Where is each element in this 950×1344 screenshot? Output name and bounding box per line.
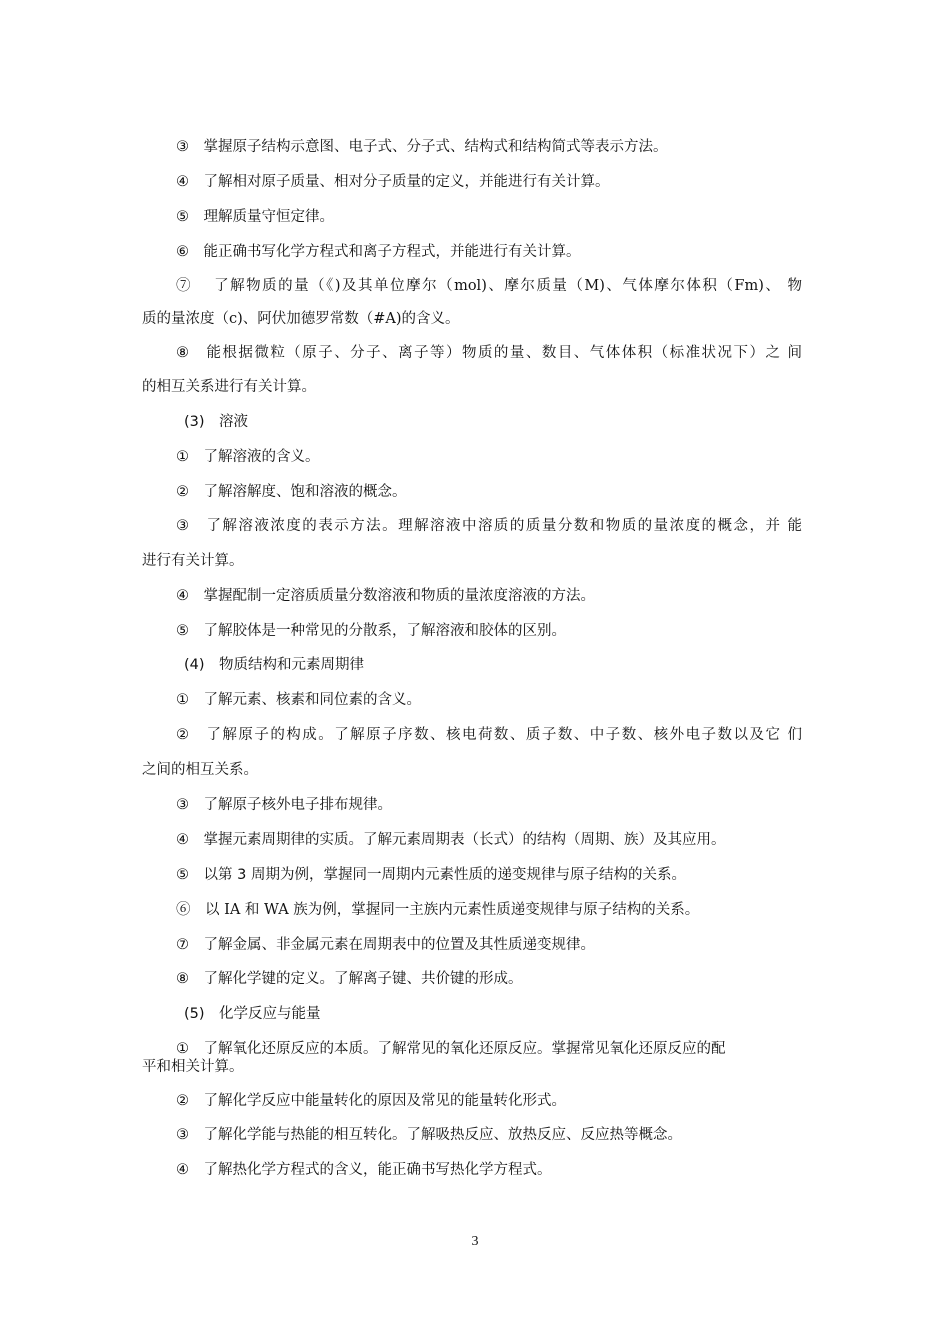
text-line: 平和相关计算。	[142, 1059, 244, 1075]
text-line: ① 了解氧化还原反应的本质。了解常见的氧化还原反应。掌握常见氧化还原反应的配	[176, 1041, 726, 1057]
text-line: 进行有关计算。	[142, 553, 244, 569]
text-line: ④ 了解热化学方程式的含义，能正确书写热化学方程式。	[176, 1162, 552, 1178]
text-line: ① 了解元素、核素和同位素的含义。	[176, 692, 421, 708]
text-line: ④ 掌握元素周期律的实质。了解元素周期表（长式）的结构（周期、族）及其应用。	[176, 832, 726, 848]
text-line: ① 了解溶液的含义。	[176, 449, 320, 465]
text-line: 的相互关系进行有关计算。	[142, 379, 316, 395]
text-line: ⑧ 能根据微粒（原子、分子、离子等）物质的量、数目、气体体积（标准状况下）之 间	[176, 345, 802, 361]
page-number: 3	[471, 1234, 479, 1249]
text-line: ⑤ 了解胶体是一种常见的分散系，了解溶液和胶体的区别。	[176, 623, 566, 639]
text-line: ⑧ 了解化学键的定义。了解离子键、共价键的形成。	[176, 971, 523, 987]
text-line: ② 了解溶解度、饱和溶液的概念。	[176, 484, 407, 500]
text-line: ⑦ 了解金属、非金属元素在周期表中的位置及其性质递变规律。	[176, 937, 595, 953]
section-heading: (5) 化学反应与能量	[184, 1006, 321, 1022]
text-line: ② 了解原子的构成。了解原子序数、核电荷数、质子数、中子数、核外电子数以及它 们	[176, 727, 802, 743]
text-line: ⑤ 以第 3 周期为例，掌握同一周期内元素性质的递变规律与原子结构的关系。	[176, 867, 686, 883]
text-line: ③ 了解化学能与热能的相互转化。了解吸热反应、放热反应、反应热等概念。	[176, 1127, 682, 1143]
text-line: ③ 了解溶液浓度的表示方法。理解溶液中溶质的质量分数和物质的量浓度的概念，并 能	[176, 518, 802, 534]
text-line: 之间的相互关系。	[142, 762, 258, 778]
section-heading: (4) 物质结构和元素周期律	[184, 657, 365, 673]
text-line: ④ 了解相对原子质量、相对分子质量的定义，并能进行有关计算。	[176, 174, 610, 190]
text-line: ③ 掌握原子结构示意图、电子式、分子式、结构式和结构简式等表示方法。	[176, 139, 668, 155]
text-line: ⑥ 以 IA 和 WA 族为例，掌握同一主族内元素性质递变规律与原子结构的关系。	[176, 902, 700, 918]
text-line: ③ 了解原子核外电子排布规律。	[176, 797, 392, 813]
text-line: 质的量浓度（c)、阿伏加德罗常数（#A)的含义。	[142, 311, 460, 327]
text-line: ⑥ 能正确书写化学方程式和离子方程式，并能进行有关计算。	[176, 244, 581, 260]
text-line: ⑤ 理解质量守恒定律。	[176, 209, 334, 225]
text-line: ② 了解化学反应中能量转化的原因及常见的能量转化形式。	[176, 1093, 566, 1109]
text-line: ⑦ 了解物质的量（《)及其单位摩尔（mol)、摩尔质量（M)、气体摩尔体积（Fm)、 物	[176, 278, 802, 294]
section-heading: (3) 溶液	[184, 414, 249, 430]
text-line: ④ 掌握配制一定溶质质量分数溶液和物质的量浓度溶液的方法。	[176, 588, 595, 604]
